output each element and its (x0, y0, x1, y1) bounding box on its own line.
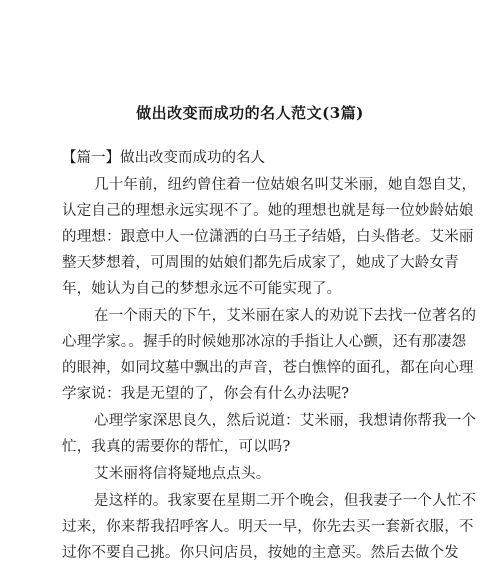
paragraph-line: 心理学家深思良久，然后说道：艾米丽，我想请你帮我一个 (94, 413, 477, 429)
paragraph-line: 认定自己的理想永远实现不了。她的理想也就是每一位妙龄姑娘 (62, 203, 474, 219)
paragraph-line: 过你不要自己挑。你只问店员，按她的主意买。然后去做个发 (62, 545, 459, 561)
paragraph-line: 的理想：跟意中人一位潇洒的白马王子结婚，白头偕老。艾米丽 (62, 229, 474, 245)
paragraph-line: 过来，你来帮我招呼客人。明天一早，你先去买一套新衣服，不 (62, 519, 474, 535)
paragraph-line: 在一个雨天的下午，艾米丽在家人的劝说下去找一位著名的 (94, 308, 477, 324)
paragraph-line: 忙，我真的需要你的帮忙，可以吗? (62, 439, 291, 455)
section-heading: 【篇一】做出改变而成功的名人 (62, 150, 265, 166)
paragraph-line: 艾米丽将信将疑地点点头。 (94, 466, 271, 482)
paragraph-line: 年，她认为自己的梦想永远不可能实现了。 (62, 281, 342, 297)
paragraph-line: 几十年前，纽约曾住着一位姑娘名叫艾米丽，她自怨自艾， (94, 177, 477, 193)
paragraph-line: 整天梦想着，可周围的姑娘们都先后成家了，她成了大龄女青 (62, 255, 459, 271)
paragraph-line: 的眼神，如同坟墓中飘出的声音，苍白憔悴的面孔，都在向心理 (62, 360, 474, 376)
paragraph-line: 学家说：我是无望的了，你会有什么办法呢? (62, 386, 350, 402)
paragraph-line: 心理学家。。握手的时候她那冰凉的手指让人心颤，还有那凄怨 (62, 334, 467, 350)
paragraph-line: 是这样的。我家要在星期二开个晚会，但我妻子一个人忙不 (94, 493, 477, 509)
document-title: 做出改变而成功的名人范文(3篇) (136, 104, 364, 122)
